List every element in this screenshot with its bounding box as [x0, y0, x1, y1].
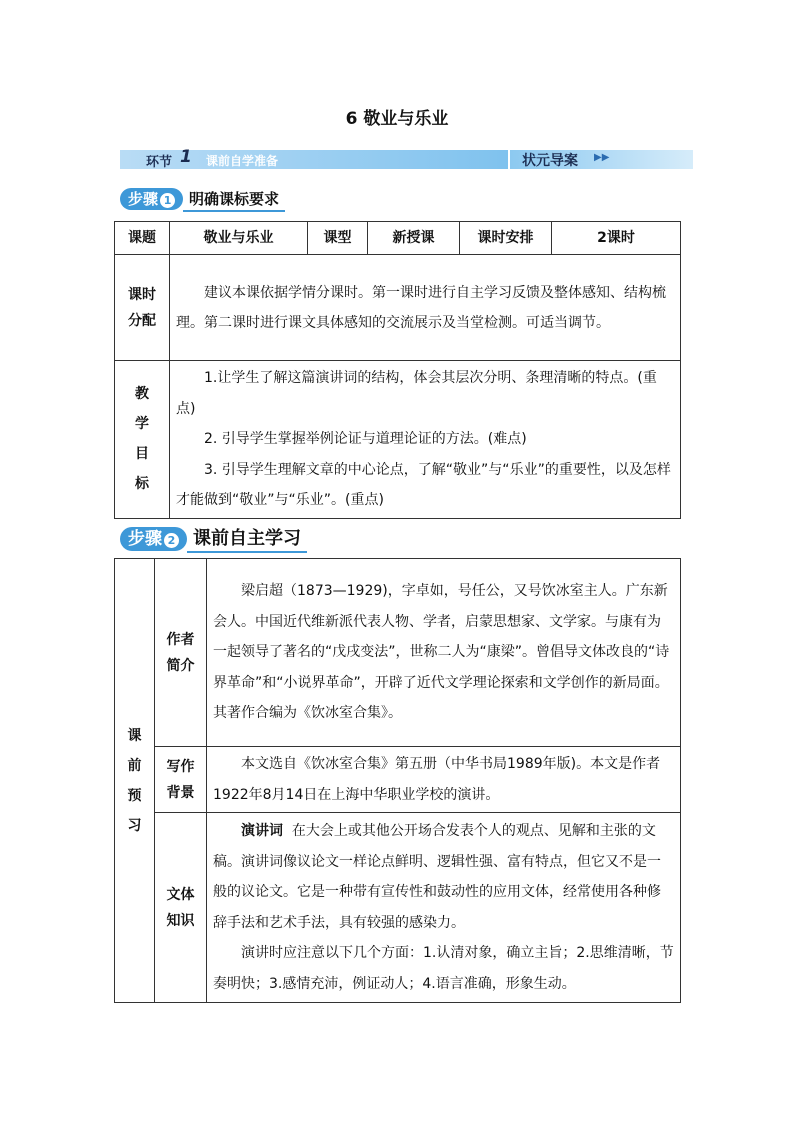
goal-item: 2. 引导学生掌握举例论证与道理论证的方法。(难点)	[204, 431, 527, 447]
course-info-table	[114, 221, 681, 519]
header-type: 课型	[308, 222, 368, 255]
step2-title: 课前自主学习	[187, 527, 307, 553]
header-allocation: 课时分配	[115, 255, 170, 361]
step2-pill	[120, 527, 187, 551]
page-title: 6 敬业与乐业	[345, 109, 449, 129]
step1-title: 明确课标要求	[183, 188, 285, 212]
banner-huanjie: 环节	[146, 155, 173, 170]
background-text: 本文选自《饮冰室合集》第五册（中华书局1989年版)。本文是作者1922年8月14日在上海中华职业学校的演讲。	[213, 756, 661, 803]
header-author-label: 作者简介	[166, 631, 195, 674]
author-text: 梁启超（1873—1929)，字卓如，号任公，又号饮冰室主人。广东新会人。中国近代维新派代表人物、学者，启蒙思想家、文学家。与康有为一起领导了著名的“戊戌变法”，世称二人为“康梁”。曾倡导文体改良的“诗界革命”和“小说界革命”，开辟了近代文学理论探索和文学创作的新局面。其著作合编为《饮冰室合集》。	[213, 583, 670, 722]
header-genre	[155, 813, 207, 1003]
banner-label: 课前自学准备	[206, 154, 279, 168]
goal-item: 3. 引导学生理解文章的中心论点，了解“敬业”与“乐业”的重要性，以及怎样才能做到“敬业”与“乐业”。(重点)	[176, 461, 671, 508]
side-preview-label: 课前预习	[127, 727, 142, 834]
header-schedule: 课时安排	[460, 222, 552, 255]
header-background-label: 写作背景	[166, 758, 195, 801]
double-arrow-icon: ▶▶	[594, 152, 610, 163]
genre-term: 演讲词	[241, 823, 283, 839]
allocation-text: 建议本课依据学情分课时。第一课时进行自主学习反馈及整体感知、结构梳理。第二课时进行课文具体感知的交流展示及当堂检测。可适当调节。	[170, 255, 681, 361]
genre-paragraph-1	[213, 816, 674, 938]
side-preview	[115, 559, 155, 1003]
step1-pill	[120, 188, 183, 210]
schedule-value: 2课时	[552, 222, 681, 255]
background-cell	[207, 747, 681, 813]
step2-header	[120, 527, 307, 549]
step1-number: 1	[160, 193, 175, 208]
preview-table	[114, 558, 681, 1003]
header-goals	[115, 361, 170, 519]
section-banner	[120, 147, 693, 170]
step1-pill-label: 步骤	[128, 190, 159, 208]
genre-paragraph-2: 演讲时应注意以下几个方面：1.认清对象，确立主旨；2.思维清晰，节奏明快；3.感情充沛，例证动人；4.语言准确，形象生动。	[213, 945, 674, 992]
genre-definition: 在大会上或其他公开场合发表个人的观点、见解和主张的文稿。演讲词像议论文一样论点鲜明、逻辑性强、富有特点，但它又不是一般的议论文。它是一种带有宣传性和鼓动性的应用文体，经常使用各种修辞手法和艺术手法，具有较强的感染力。	[213, 823, 661, 931]
step2-pill-label: 步骤	[128, 529, 162, 549]
step1-header	[120, 188, 285, 210]
genre-cell	[207, 813, 681, 1003]
step2-number: 2	[164, 533, 179, 548]
topic-value: 敬业与乐业	[170, 222, 308, 255]
header-goals-label: 教学目标	[135, 386, 149, 493]
author-cell	[207, 559, 681, 747]
goal-item: 1.让学生了解这篇演讲词的结构，体会其层次分明、条理清晰的特点。(重点)	[176, 370, 657, 417]
goals-cell	[170, 361, 681, 519]
header-topic: 课题	[115, 222, 170, 255]
banner-guide: 状元导案	[522, 153, 578, 169]
banner-number: 1	[180, 147, 192, 167]
banner-left-bar	[120, 150, 508, 169]
header-genre-label: 文体知识	[166, 886, 195, 929]
type-value: 新授课	[368, 222, 460, 255]
header-author	[155, 559, 207, 747]
header-background	[155, 747, 207, 813]
